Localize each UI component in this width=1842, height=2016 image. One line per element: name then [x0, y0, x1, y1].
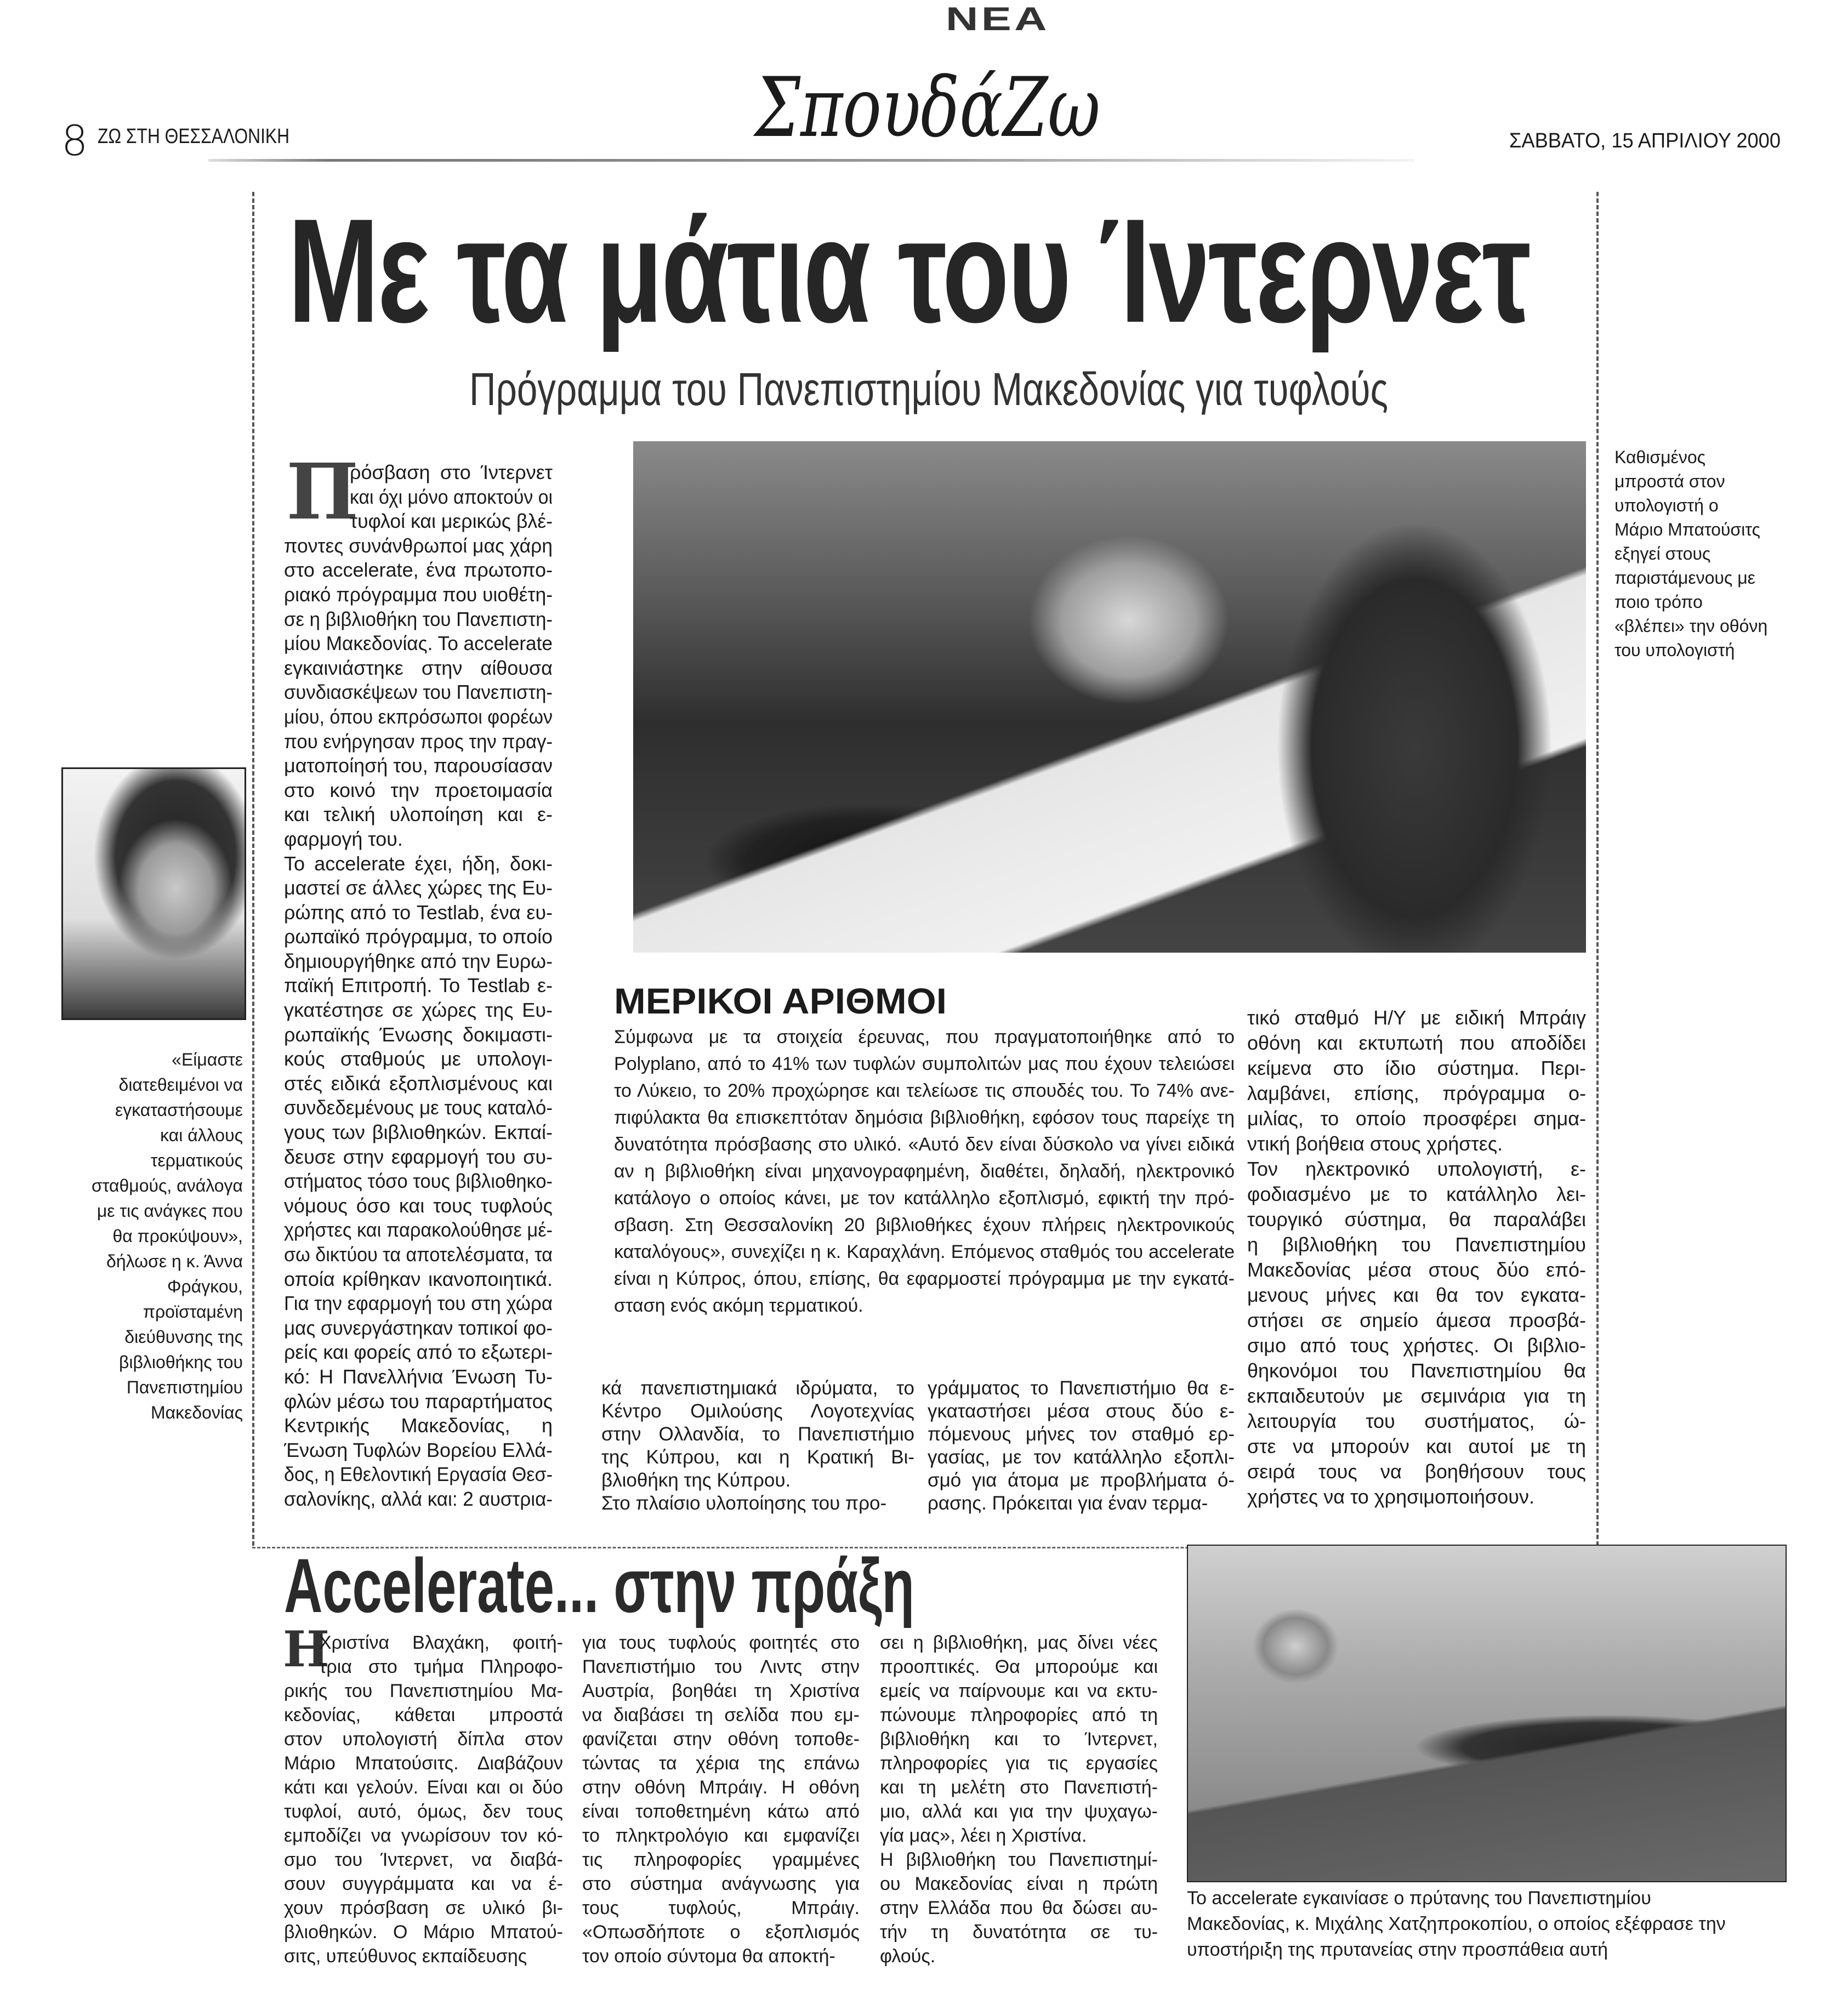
- text-line: προϊσταμένη: [143, 1302, 243, 1322]
- text-line: διατεθειμένοι να: [118, 1075, 243, 1095]
- article-column-a: [601, 1377, 914, 1515]
- text-line: και τη μελέτη στο Πανεπιστή-: [880, 1777, 1158, 1798]
- text-line: κό: Η Πανελλήνια Ένωση Τυ-: [284, 1365, 553, 1388]
- text-line: που ενήργησαν προς την πραγ-: [284, 730, 553, 753]
- article2-column-2: [582, 1631, 860, 1968]
- text-line: εκπαιδευτούν με σεμινάρια για τη: [1247, 1385, 1586, 1407]
- text-line: σειρά τους να βοηθήσουν τους: [1247, 1460, 1586, 1483]
- article2-headline: Accelerate... στην πράξη: [284, 1542, 914, 1628]
- text-line: Το accelerate εγκαινίασε ο πρύτανης του Πανεπιστημίου: [1187, 1888, 1651, 1909]
- text-line: στές ειδικά εξοπλισμένους και: [284, 1072, 553, 1095]
- article-headline: Με τα μάτια του Ίντερνετ: [288, 189, 1530, 354]
- text-line: γράμματος το Πανεπιστήμιο θα ε-: [928, 1377, 1235, 1399]
- text-line: μιλίας, το οποίο προσφέρει σημα-: [1247, 1107, 1586, 1130]
- text-line: Για την εφαρμογή του στη χώρα: [284, 1292, 553, 1315]
- text-line: μπροστά στον: [1614, 471, 1725, 491]
- text-line: με τις ανάγκες που: [96, 1201, 243, 1221]
- text-line: τήν τη δυνατότητα σε τυ-: [880, 1922, 1158, 1943]
- text-line: Φράγκου,: [167, 1277, 243, 1296]
- portrait-caption: [65, 1047, 243, 1425]
- text-line: μιο, αλλά και για την ψυχαγω-: [880, 1801, 1158, 1822]
- text-line: σβαση. Στη Θεσσαλονίκη 20 βιβλιοθήκες έχουν πλήρεις ηλεκτρονικούς: [614, 1215, 1235, 1235]
- paragraph: [880, 1631, 1158, 1848]
- text-line: είναι τοποθετημένη κάτω από: [582, 1801, 860, 1822]
- text-line: Μάριο Μπατούσιτς. Διαβάζουν: [284, 1753, 563, 1774]
- text-line: ντική βοήθεια στους χρήστες.: [1247, 1132, 1503, 1155]
- text-line: τώντας τα χέρια της επάνω: [582, 1753, 860, 1774]
- paragraph: [601, 1492, 914, 1515]
- text-line: δος, η Εθελοντική Εργασία Θεσ-: [284, 1463, 553, 1486]
- text-line: Η βιβλιοθήκη του Πανεπιστημί-: [880, 1849, 1158, 1870]
- text-line: γους των βιβλιοθηκών. Εκπαί-: [284, 1121, 553, 1144]
- portrait-photo: [61, 767, 246, 1020]
- text-line: ρωπαϊκής Ένωσης δοκιμαστι-: [284, 1023, 553, 1046]
- text-line: μαστεί σε άλλες χώρες της Ευ-: [284, 876, 553, 899]
- text-line: ρασης. Πρόκειται για έναν τερμα-: [928, 1493, 1208, 1514]
- text-line: βλιοθηκών. Ο Μάριο Μπατού-: [284, 1922, 563, 1943]
- text-line: ματοποίησή του, παρουσίασαν: [284, 754, 553, 777]
- text-line: σει η βιβλιοθήκη, μας δίνει νέες: [880, 1632, 1158, 1653]
- article-body-column: [284, 460, 553, 1512]
- text-line: χρήστες να το χρησιμοποιήσουν.: [1247, 1485, 1534, 1508]
- text-line: τους τυφλούς, Μπράιγ.: [582, 1898, 860, 1918]
- drop-cap: Π: [286, 447, 359, 537]
- text-line: παϊκή Επιτροπή. Το Testlab ε-: [284, 974, 553, 997]
- text-line: εγκαταστήσουμε: [115, 1100, 243, 1120]
- text-line: ρωπαϊκό πρόγραμμα, το οποίο: [284, 925, 553, 948]
- text-line: κεδονίας, κάθεται μπροστά: [284, 1705, 563, 1725]
- text-line: σμό για άτομα με προβλήματα ό-: [928, 1470, 1235, 1491]
- text-line: κείμενα στο ίδιο σύστημα. Περι-: [1247, 1057, 1586, 1079]
- text-line: προοπτικές. Θα μπορούμε και: [880, 1656, 1158, 1677]
- paragraph: [1614, 445, 1784, 662]
- text-line: και τελική υλοποίηση και ε-: [284, 803, 553, 826]
- text-line: στον υπολογιστή δίπλα στον: [284, 1729, 563, 1750]
- text-line: σιτς, υπεύθυνος εκπαίδευσης: [284, 1946, 527, 1967]
- sidebar-box-text: [614, 1024, 1235, 1319]
- text-line: σιμο από τους χρήστες. Οι βιβλιο-: [1247, 1334, 1586, 1357]
- article2-column-1: [284, 1631, 563, 1968]
- text-line: πόμενους μήνες τον σταθμό ερ-: [928, 1423, 1235, 1445]
- text-line: γκατέστησε σε χώρες της Ευ-: [284, 999, 553, 1022]
- text-line: χουν πρόσβαση σε υλικό βι-: [284, 1898, 563, 1918]
- text-line: στο σύστημα ανάγνωσης για: [582, 1873, 860, 1894]
- text-line: κάτι και γελούν. Είναι και οι δύο: [284, 1777, 563, 1798]
- text-line: Μακεδονίας: [150, 1403, 243, 1422]
- text-line: βλιοθήκη της Κύπρου.: [601, 1470, 791, 1491]
- text-line: το Λύκειο, το 20% προχώρησε και τελείωσε τις σπουδές του. Το 74% ανε-: [614, 1080, 1235, 1101]
- text-line: το πληκτρολόγιο και εμφανίζει: [582, 1825, 860, 1846]
- text-line: συνδεδεμένους με τους καταλό-: [284, 1096, 553, 1119]
- text-line: οθόνη και εκτυπωτή που αποδίδει: [1247, 1032, 1586, 1054]
- text-line: πώνουμε πληροφορίες από τη: [880, 1705, 1158, 1725]
- text-line: γία μας», λέει η Χριστίνα.: [880, 1825, 1087, 1846]
- main-photo: [633, 441, 1586, 953]
- paragraph: [284, 460, 553, 852]
- paragraph: [1187, 1886, 1784, 1963]
- text-line: Ένωση Τυφλών Βορείου Ελλά-: [284, 1438, 553, 1461]
- bottom-photo: [1187, 1545, 1787, 1882]
- text-line: ριακό πρόγραμμα που υιοθέτη-: [284, 583, 553, 606]
- text-line: θα προκύψουν»,: [112, 1226, 243, 1246]
- text-line: σαλονίκης, αλλά και: 2 αυστρια-: [284, 1487, 553, 1510]
- text-line: σταση ενός ακόμη τερματικού.: [614, 1295, 863, 1316]
- text-line: Πανεπιστημίου: [126, 1377, 243, 1397]
- text-line: σμο του Ίντερνετ, να διαβά-: [284, 1849, 563, 1870]
- text-line: φανίζεται στην οθόνη τοποθε-: [582, 1729, 860, 1750]
- text-line: φλών μέσω του παραρτήματος: [284, 1389, 553, 1413]
- text-line: Τον ηλεκτρονικό υπολογιστή, ε-: [1247, 1158, 1586, 1180]
- text-line: τερματικούς: [150, 1151, 243, 1170]
- text-line: μας συνεργάστηκαν τοπικοί φο-: [284, 1316, 553, 1339]
- paragraph: [601, 1377, 914, 1492]
- text-line: υποστήριξη της πρυτανείας στην προσπάθεια αυτή: [1187, 1939, 1608, 1960]
- text-line: παριστάμενους με: [1614, 568, 1755, 588]
- paper-logo: ΝΕΑ: [946, 1, 1050, 37]
- paragraph: [1247, 1157, 1586, 1510]
- paragraph: [284, 1631, 563, 1968]
- text-line: τον οποίο σύντομα θα αποκτή-: [582, 1946, 835, 1967]
- text-line: ποντες συνάνθρωποί μας χάρη: [284, 534, 553, 557]
- text-line: διεύθυνσης της: [124, 1327, 243, 1347]
- text-line: στην Ολλανδία, το Πανεπιστήμιο: [601, 1423, 914, 1445]
- text-line: σω δικτύου τα αποτελέσματα, τα: [284, 1243, 553, 1266]
- supplement-logo: ΣπουδάΖω: [755, 60, 1100, 156]
- text-line: «βλέπει» την οθόνη: [1614, 616, 1768, 636]
- text-line: ρόσβαση στο Ίντερνετ: [350, 461, 553, 483]
- text-line: και όχι μόνο αποκτούν οι: [350, 485, 553, 508]
- text-line: ρείς και φορείς από το εξωτερι-: [284, 1341, 553, 1364]
- paragraph: [928, 1377, 1235, 1515]
- text-line: πιφύλακτα θα επισκεπτόταν δημόσια βιβλιοθήκη, εφόσον τους παρείχε τη: [614, 1107, 1235, 1128]
- text-line: εμποδίζει να γνωρίσουν τον κό-: [284, 1825, 563, 1846]
- text-line: σε η βιβλιοθήκη του Πανεπιστη-: [284, 607, 553, 630]
- text-line: του υπολογιστή: [1614, 640, 1735, 660]
- article-column-b: [928, 1377, 1235, 1515]
- text-line: δευσε στην εφαρμογή του συ-: [284, 1145, 553, 1168]
- text-line: τουργικό σύστημα, θα παραλάβει: [1247, 1208, 1586, 1231]
- text-line: φλούς.: [880, 1946, 936, 1967]
- text-line: αν η βιβλιοθήκη είναι μηχανογραφημένη, διαθέτει, δηλαδή, ηλεκτρονικό: [614, 1161, 1235, 1182]
- text-line: δυνατότητα πρόσβασης στο υλικό. «Αυτό δεν είναι δύσκολο να γίνει ειδικά: [614, 1134, 1235, 1155]
- sidebar-box-title: ΜΕΡΙΚΟΙ ΑΡΙΘΜΟΙ: [614, 981, 947, 1021]
- article-column-c: [1247, 1005, 1586, 1510]
- right-divider: [1596, 192, 1599, 1546]
- text-line: υπολογιστή ο: [1614, 496, 1719, 515]
- text-line: γκαταστήσει μέσα στους δύο ε-: [928, 1400, 1235, 1422]
- section-name: ΖΩ ΣΤΗ ΘΕΣΣΑΛΟΝΙΚΗ: [98, 125, 289, 148]
- paragraph: [284, 852, 553, 1512]
- text-line: κατάλογο ο οποίος κάνει, με τον κατάλληλο εξοπλισμό, εφικτή την πρό-: [614, 1188, 1235, 1209]
- text-line: μενους μήνες και θα τον εγκατα-: [1247, 1284, 1586, 1306]
- text-line: θηκονόμοι του Πανεπιστημίου θα: [1247, 1359, 1586, 1382]
- paragraph: [880, 1848, 1158, 1968]
- text-line: ου Μακεδονίας είναι η πρώτη: [880, 1873, 1158, 1894]
- text-line: γασίας, με τον κατάλληλο εξοπλι-: [928, 1446, 1235, 1468]
- text-line: μίου Μακεδονίας. Το accelerate: [284, 632, 553, 655]
- article-subtitle: Πρόγραμμα του Πανεπιστημίου Μακεδονίας για τυφλούς: [469, 363, 1388, 415]
- text-line: εγκαινιάστηκε στην αίθουσα: [284, 656, 553, 679]
- text-line: πληροφορίες για τις εργασίες: [880, 1753, 1158, 1774]
- text-line: μίου, όπου εκπρόσωποι φορέων: [284, 705, 553, 728]
- text-line: τικό σταθμό Η/Υ με ειδική Μπράιγ: [1247, 1006, 1586, 1029]
- text-line: στο κοινό την προετοιμασία: [284, 778, 553, 801]
- text-line: εξηγεί στους: [1614, 544, 1711, 563]
- text-line: οποία κρίθηκαν ικανοποιητικά.: [284, 1267, 553, 1290]
- paragraph: [65, 1047, 243, 1425]
- text-line: εμείς να παίρνουμε και να εκτυ-: [880, 1681, 1158, 1701]
- bottom-photo-caption: [1187, 1886, 1784, 1963]
- text-line: νόμους όσο και τους τυφλούς: [284, 1194, 553, 1217]
- masthead-rule: [208, 159, 1414, 162]
- text-line: Στο πλαίσιο υλοποίησης του προ-: [601, 1493, 887, 1514]
- text-line: στήματος τόσο τους βιβλιοθηκο-: [284, 1170, 553, 1193]
- text-line: λειτουργία του συστήματος, ώ-: [1247, 1410, 1586, 1432]
- text-line: στο accelerate, ένα πρωτοπο-: [284, 559, 553, 582]
- paragraph: [1247, 1005, 1586, 1157]
- text-line: φαρμογή του.: [284, 827, 403, 850]
- text-line: ποιο τρόπο: [1614, 592, 1703, 612]
- text-line: Καθισμένος: [1614, 447, 1706, 467]
- text-line: σουν συγγράμματα και να έ-: [284, 1873, 563, 1894]
- text-line: χρήστες και παρακολούθησε μέ-: [284, 1218, 553, 1242]
- text-line: βιβλιοθήκη και το Ίντερνετ,: [880, 1729, 1158, 1750]
- text-line: σταθμούς, ανάλογα: [92, 1176, 243, 1195]
- text-line: «Είμαστε: [172, 1050, 243, 1069]
- paragraph: [582, 1631, 860, 1968]
- text-line: στην οθόνη Μπράιγ. Η οθόνη: [582, 1777, 860, 1798]
- paragraph: [614, 1024, 1235, 1319]
- text-line: Χριστίνα Βλαχάκη, φοιτή-: [319, 1632, 563, 1653]
- text-line: είναι η Κύπρος, όπου, επίσης, θα εφαρμοστεί πρόγραμμα με την εγκατά-: [614, 1268, 1235, 1289]
- text-line: συνδιασκέψεων του Πανεπιστη-: [284, 681, 553, 704]
- text-line: Κέντρο Ομιλούσης Λογοτεχνίας: [601, 1400, 914, 1422]
- text-line: Σύμφωνα με τα στοιχεία έρευνας, που πραγματοποιήθηκε από το: [614, 1027, 1235, 1047]
- text-line: στην Ελλάδα που θα δώσει αυ-: [880, 1898, 1158, 1918]
- text-line: Πανεπιστήμιο του Λιντς στην: [582, 1656, 860, 1677]
- text-line: τις πληροφορίες γραμμένες: [582, 1849, 860, 1870]
- text-line: Το accelerate έχει, ήδη, δοκι-: [284, 852, 553, 875]
- text-line: τυφλοί και μερικώς βλέ-: [350, 510, 553, 533]
- text-line: να διαβάσει τη σελίδα που εμ-: [582, 1705, 860, 1725]
- text-line: κά πανεπιστημιακά ιδρύματα, το: [601, 1377, 914, 1399]
- text-line: κούς σταθμούς με υπολογι-: [284, 1047, 553, 1070]
- text-line: «Οπωσδήποτε ο εξοπλισμός: [582, 1922, 860, 1943]
- text-line: Κεντρικής Μακεδονίας, η: [284, 1414, 553, 1437]
- text-line: για τους τυφλούς φοιτητές στο: [582, 1632, 860, 1653]
- text-line: Μακεδονίας μέσα στους δύο επό-: [1247, 1258, 1586, 1281]
- left-divider: [252, 192, 254, 1546]
- text-line: της Κύπρου, και η Κρατική Βι-: [601, 1446, 914, 1468]
- article2-column-3: [880, 1631, 1158, 1968]
- text-line: δημιουργήθηκε από την Ευρω-: [284, 949, 553, 972]
- text-line: λαμβάνει, επίσης, πρόγραμμα ο-: [1247, 1082, 1586, 1104]
- text-line: και άλλους: [160, 1125, 243, 1145]
- text-line: τρια στο τμήμα Πληροφο-: [319, 1656, 563, 1677]
- text-line: καταλόγους», συνεχίζει η κ. Καραχλάνη. Επόμενος σταθμός του accelerate: [614, 1242, 1235, 1262]
- text-line: στε να μπορούν και αυτοί με τη: [1247, 1435, 1586, 1457]
- text-line: βιβλιοθήκης του: [118, 1352, 243, 1372]
- text-line: Μακεδονίας, κ. Μιχάλης Χατζηπροκοπίου, ο οποίος εξέφρασε την: [1187, 1914, 1726, 1934]
- text-line: Αυστρία, βοηθάει τη Χριστίνα: [582, 1681, 860, 1701]
- issue-date: ΣΑΒΒΑΤΟ, 15 ΑΠΡΙΛΙΟΥ 2000: [1509, 129, 1781, 152]
- text-line: η βιβλιοθήκη του Πανεπιστημίου: [1247, 1233, 1586, 1256]
- text-line: ρικής του Πανεπιστημίου Μα-: [284, 1681, 563, 1701]
- text-line: στήσει σε σημείο άμεσα προσβά-: [1247, 1309, 1586, 1331]
- text-line: Polyplano, από το 41% των τυφλών συμπολιτών μας που έχουν τελειώσει: [614, 1053, 1235, 1074]
- text-line: Μάριο Μπατούσιτς: [1614, 520, 1760, 539]
- main-photo-caption: [1614, 445, 1784, 662]
- page-number: 8: [61, 116, 88, 165]
- text-line: φοδιασμένο με το κατάλληλο λει-: [1247, 1183, 1586, 1205]
- article2-drop-cap: Η: [283, 1620, 330, 1678]
- text-line: ρώπης από το Testlab, ένα ευ-: [284, 901, 553, 924]
- text-line: δήλωσε η κ. Άννα: [106, 1251, 243, 1271]
- text-line: τυφλοί, αυτό, όμως, δεν τους: [284, 1801, 563, 1822]
